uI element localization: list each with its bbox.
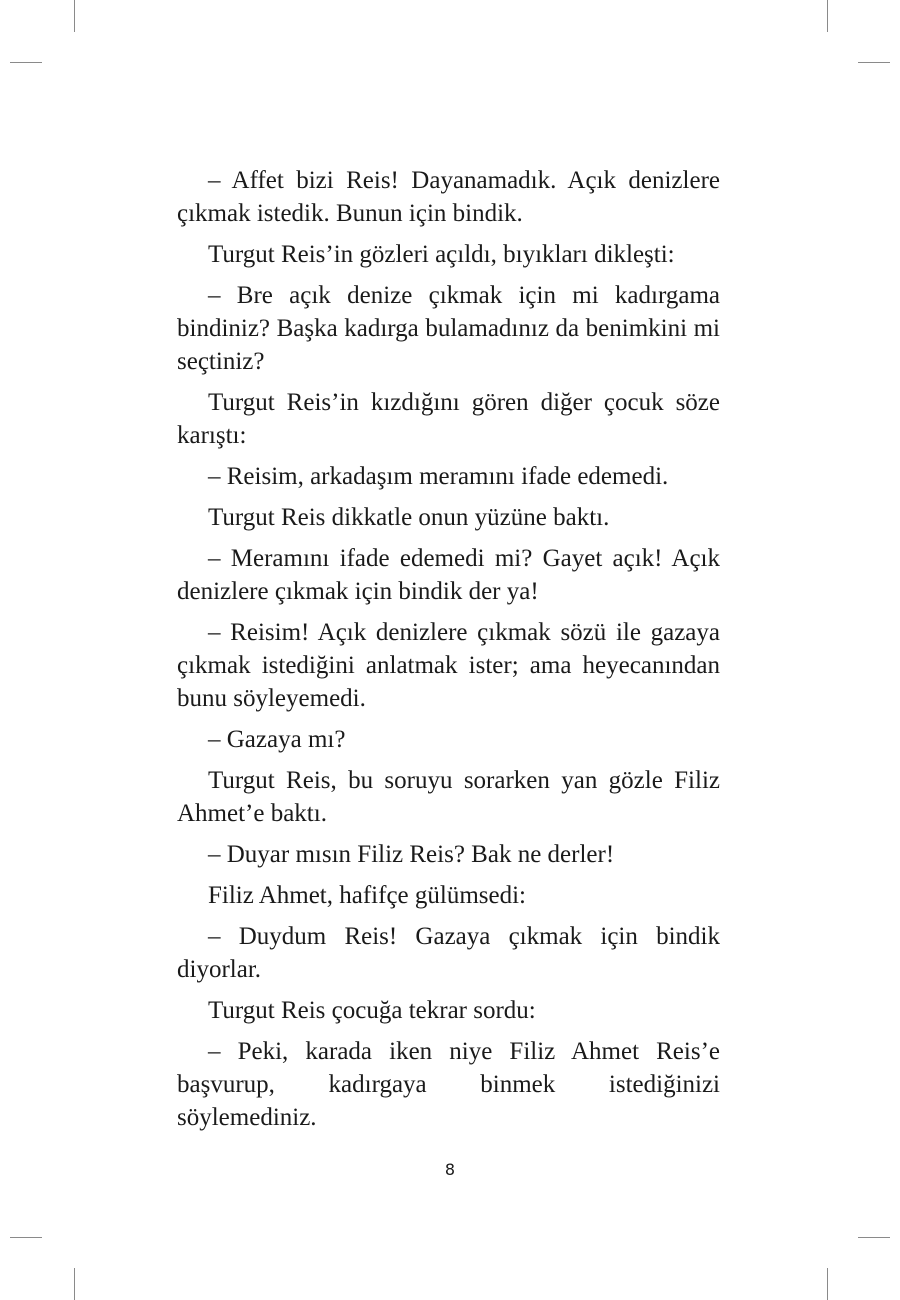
paragraph: – Duydum Reis! Gazaya çıkmak için bindik diyorlar.	[177, 923, 720, 983]
paragraph: – Gazaya mı?	[208, 726, 346, 753]
crop-mark	[827, 0, 828, 32]
paragraph: Turgut Reis çocuğa tekrar sordu:	[208, 997, 536, 1024]
paragraph: – Meramını ifade edemedi mi? Gayet açık! Açık denizlere çıkmak için bindik der ya!	[177, 545, 720, 605]
paragraph: – Affet bizi Reis! Dayanamadık. Açık denizlere çıkmak istedik. Bunun için bindik.	[177, 167, 720, 227]
crop-mark	[827, 1268, 828, 1300]
paragraph: Turgut Reis dikkatle onun yüzüne baktı.	[208, 504, 610, 531]
paragraph: – Bre açık denize çıkmak için mi kadırgama bindiniz? Başka kadırga bulamadınız da benimkini mi seçtiniz?	[177, 282, 720, 375]
crop-mark	[10, 1237, 42, 1238]
crop-mark	[858, 62, 890, 63]
paragraph: – Reisim! Açık denizlere çıkmak sözü ile gazaya çıkmak istediğini anlatmak ister; ama heyecanından bunu söyleyemedi.	[177, 619, 720, 712]
crop-mark	[74, 0, 75, 32]
paragraph: Turgut Reis, bu soruyu sorarken yan gözle Filiz Ahmet’e baktı.	[177, 767, 720, 827]
paragraph: – Peki, karada iken niye Filiz Ahmet Reis’e başvurup, kadırgaya binmek istediğinizi söylemediniz.	[177, 1038, 720, 1131]
crop-mark	[10, 62, 42, 63]
paragraph: Turgut Reis’in kızdığını gören diğer çocuk söze karıştı:	[177, 389, 720, 449]
paragraph: Filiz Ahmet, hafifçe gülümsedi:	[208, 882, 526, 909]
crop-mark	[858, 1237, 890, 1238]
page-number: 8	[444, 1160, 456, 1179]
paragraph: – Reisim, arkadaşım meramını ifade edemedi.	[208, 463, 669, 490]
body-text	[177, 164, 720, 1134]
paragraph: – Duyar mısın Filiz Reis? Bak ne derler!	[208, 841, 615, 868]
paragraph: Turgut Reis’in gözleri açıldı, bıyıkları dikleşti:	[208, 241, 675, 268]
crop-mark	[74, 1268, 75, 1300]
